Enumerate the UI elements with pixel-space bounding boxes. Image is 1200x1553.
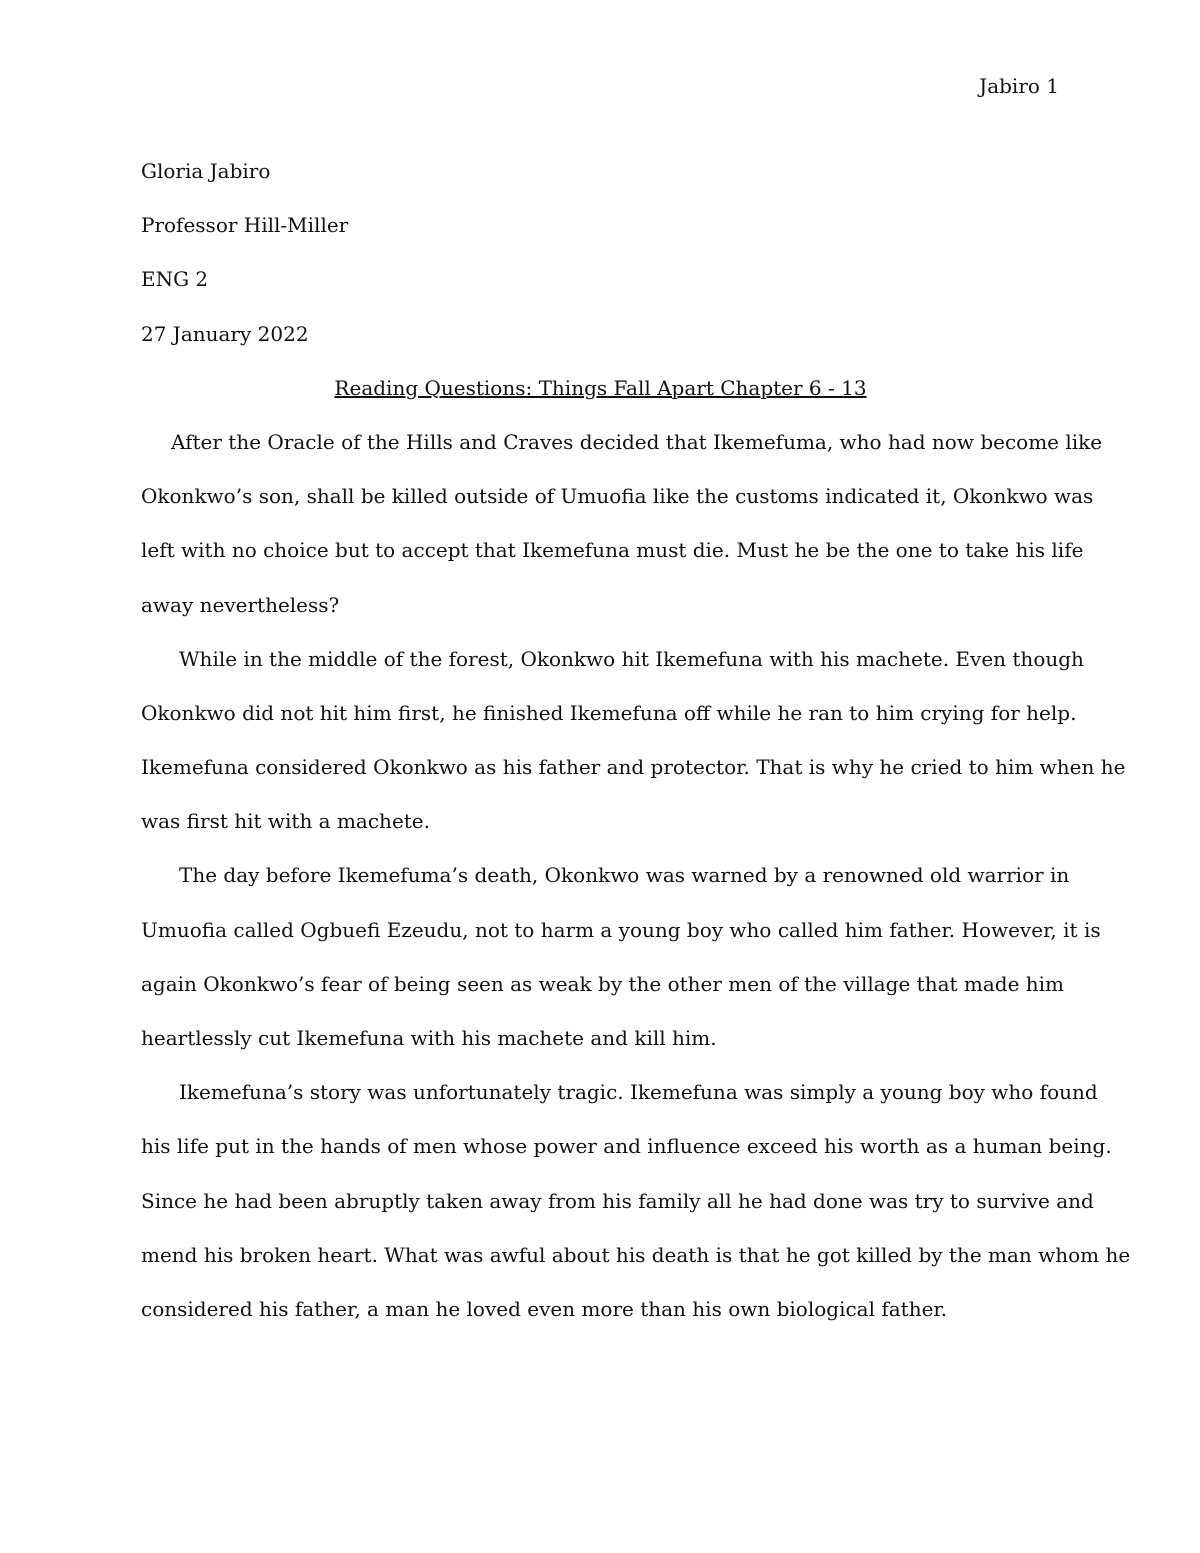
course-name: ENG 2 <box>141 267 209 292</box>
paragraph-line: Ikemefuna’s story was unfortunately tragic. Ikemefuna was simply a young boy who found <box>179 1080 1098 1105</box>
paragraph-line: Okonkwo did not hit him first, he finished Ikemefuna off while he ran to him crying for help. <box>141 700 1077 725</box>
paragraph-line: After the Oracle of the Hills and Craves decided that Ikemefuma, who had now become like <box>171 429 1103 454</box>
paragraph-line: The day before Ikemefuma’s death, Okonkwo was warned by a renowned old warrior in <box>179 863 1070 888</box>
paragraph-1 <box>141 415 1103 632</box>
document-body <box>141 144 1131 1336</box>
paragraph-line: While in the middle of the forest, Okonkwo hit Ikemefuna with his machete. Even though <box>179 646 1084 671</box>
paragraph-4 <box>141 1065 1131 1336</box>
paragraph-line: Umuofia called Ogbuefi Ezeudu, not to harm a young boy who called him father. However, it is <box>141 917 1101 942</box>
professor-name: Professor Hill-Miller <box>141 213 349 238</box>
paragraph-line: was first hit with a machete. <box>141 809 431 834</box>
paragraph-2 <box>141 632 1126 849</box>
student-name: Gloria Jabiro <box>141 159 271 183</box>
document-date: 27 January 2022 <box>141 321 309 346</box>
paragraph-3 <box>141 848 1101 1065</box>
paragraph-line: considered his father, a man he loved even more than his own biological father. <box>141 1296 948 1321</box>
page-header: Jabiro 1 <box>979 74 1059 98</box>
paragraph-line: Since he had been abruptly taken away from his family all he had done was try to survive and <box>141 1188 1094 1213</box>
paragraph-line: again Okonkwo’s fear of being seen as weak by the other men of the village that made him <box>141 971 1065 996</box>
document-title: Reading Questions: Things Fall Apart Chapter 6 - 13 <box>334 375 867 400</box>
paragraph-line: away nevertheless? <box>141 592 340 617</box>
paragraph-line: left with no choice but to accept that Ikemefuna must die. Must he be the one to take his life <box>141 538 1084 563</box>
paragraph-line: Okonkwo’s son, shall be killed outside of Umuofia like the customs indicated it, Okonkwo was <box>141 484 1094 509</box>
paragraph-line: heartlessly cut Ikemefuna with his machete and kill him. <box>141 1026 717 1050</box>
paragraph-line: Ikemefuna considered Okonkwo as his father and protector. That is why he cried to him when he <box>141 755 1126 780</box>
paragraph-line: his life put in the hands of men whose power and influence exceed his worth as a human being. <box>141 1134 1112 1159</box>
paragraph-line: mend his broken heart. What was awful about his death is that he got killed by the man whom he <box>141 1242 1131 1267</box>
